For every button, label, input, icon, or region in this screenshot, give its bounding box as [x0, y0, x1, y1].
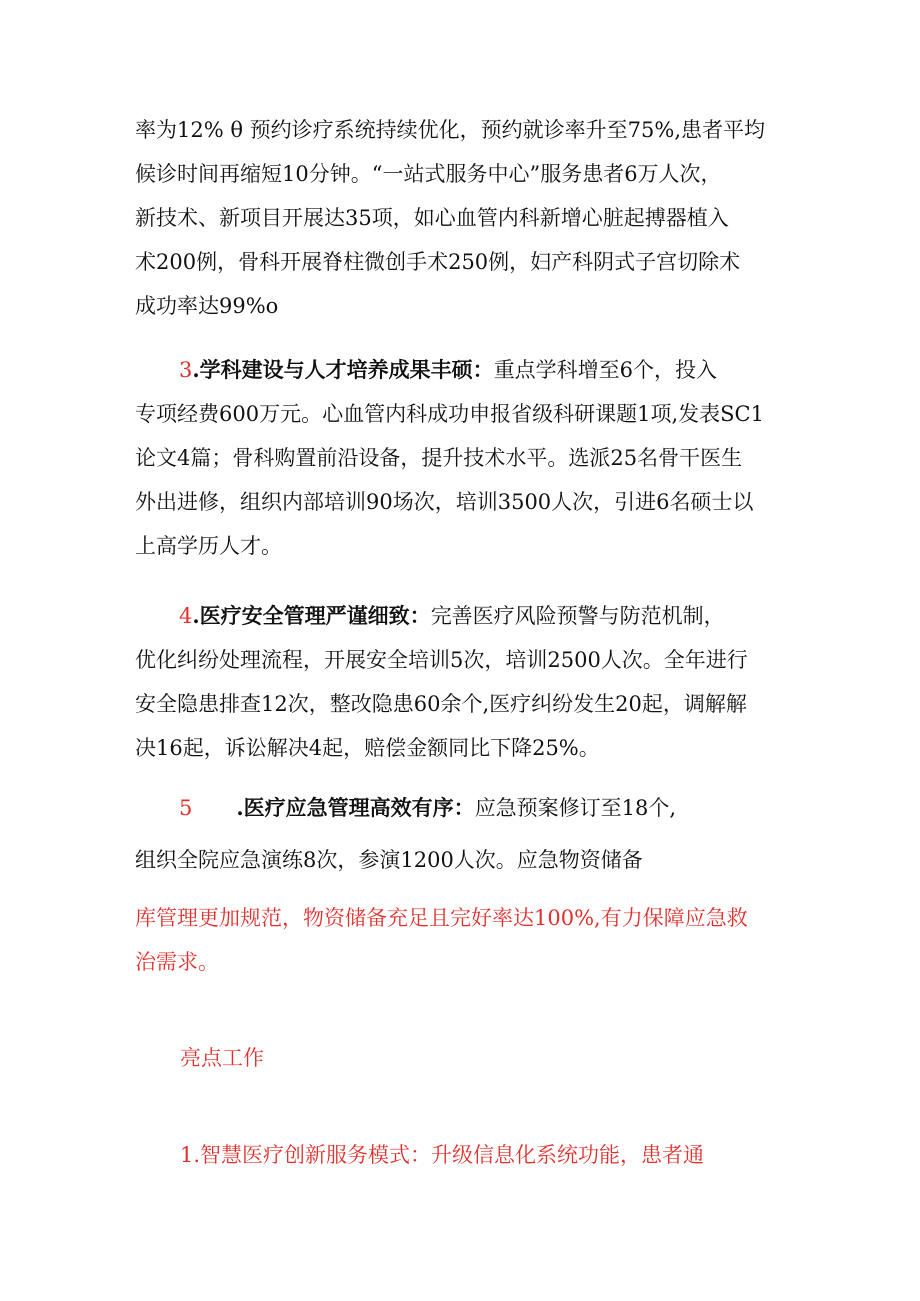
item-3-heading: .学科建设与人才培养成果丰硕：: [192, 357, 494, 382]
text-line: 安全隐患排查12次，整改隐患60余个,医疗纠纷发生20起，调解解: [135, 692, 747, 716]
item-5-paragraph: [135, 786, 795, 830]
text-line: 优化纠纷处理流程，开展安全培训5次，培训2500人次。全年进行: [135, 648, 748, 672]
item-4-text: 完善医疗风险预警与防范机制，: [430, 604, 725, 628]
text-line: 术200例，骨科开展脊柱微创手术250例，妇产科阴式子宫切除术: [135, 250, 741, 274]
highlight-1-number: 1: [180, 1143, 194, 1167]
item-5-continuation: [135, 838, 795, 882]
highlight-1-paragraph: [180, 1133, 800, 1177]
item-4-paragraph: [135, 594, 795, 770]
paragraph-continuation: [135, 108, 795, 328]
item-5-red-text: [135, 896, 795, 984]
item-3-number: 3: [179, 358, 193, 382]
text-line: 专项经费600万元。心血管内科成功申报省级科研课题1项,发表SC1: [135, 402, 764, 426]
text-line: 组织全院应急演练8次，参演1200人次。应急物资储备: [135, 848, 643, 872]
item-3-paragraph: [135, 348, 795, 568]
text-line: 决16起，诉讼解决4起，赔偿金额同比下降25%。: [135, 736, 600, 760]
item-4-heading: .医疗安全管理严谨细致：: [192, 603, 431, 628]
text-line: 候诊时间再缩短10分钟。“一站式服务中心”服务患者6万人次，: [135, 162, 722, 186]
item-3-first-line: [135, 348, 795, 392]
text-line: 论文4篇；骨科购置前沿设备，提升技术水平。选派25名骨干医生: [135, 446, 743, 470]
item-5-heading: .医疗应急管理高效有序：: [236, 795, 475, 820]
text-line: 治需求。: [135, 950, 219, 974]
item-4-number: 4: [179, 604, 193, 628]
item-5-first-line: [135, 786, 795, 830]
item-4-first-line: [135, 594, 795, 638]
text-line: 成功率达99%o: [135, 294, 279, 318]
item-5-number: 5: [179, 796, 193, 820]
item-3-text: 重点学科增至6个，投入: [493, 358, 718, 382]
section-title: 亮点工作: [180, 1046, 264, 1070]
text-line: 外出进修，组织内部培训90场次，培训3500人次，引进6名硕士以: [135, 490, 754, 514]
text-line: 率为12% θ 预约诊疗系统持续优化，预约就诊率升至75%,患者平均: [135, 118, 766, 142]
text-line: 上高学历人才。: [135, 534, 282, 558]
highlight-1-text: .智慧医疗创新服务模式：升级信息化系统功能，患者通: [193, 1143, 705, 1167]
item-5-text: 应急预案修订至18个,: [474, 796, 677, 820]
text-line: 库管理更加规范，物资储备充足且完好率达100%,有力保障应急救: [135, 906, 748, 930]
text-line: 新技术、新项目开展达35项，如心血管内科新增心脏起搏器植入: [135, 206, 729, 230]
